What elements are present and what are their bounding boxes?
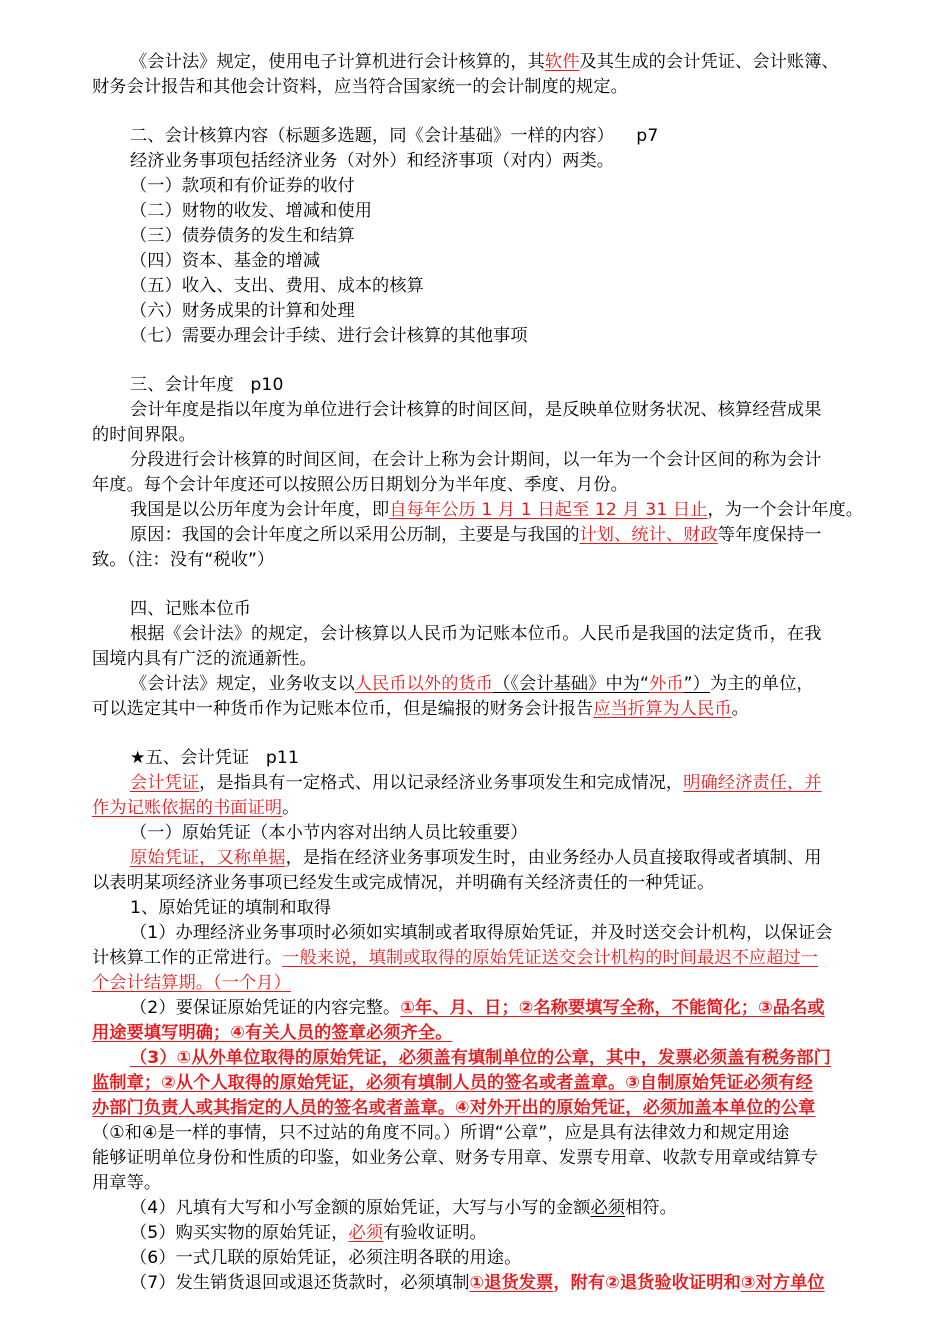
list-item: （三）债券债务的发生和结算 [130,226,355,246]
text: （4）凡填有大写和小写金额的原始凭证，大写与小写的金额 [130,1198,591,1218]
highlight-text: （3）①从外单位取得的原始凭证，必须盖有填制单位的公章，其中，发票必须盖有税务部门 [130,1048,831,1068]
document-page [92,50,907,1296]
paragraph-line: （6）一式几联的原始凭证，必须注明各联的用途。 [130,1248,522,1268]
highlight-text: 应当折算为人民币 [593,699,732,719]
text: （2）要保证原始凭证的内容完整。 [130,998,401,1018]
text: 等年度保持一 [717,525,822,545]
underlined-text: 必须 [590,1198,626,1218]
highlight-text: ①退货发票 [469,1273,554,1293]
paragraph-line: 根据《会计法》的规定，会计核算以人民币为记账本位币。人民币是我国的法定货币，在我 [130,624,822,644]
list-item: （六）财务成果的计算和处理 [130,301,355,321]
paragraph-line [92,50,907,75]
paragraph-line [92,1021,907,1046]
section-heading-4: 四、记账本位币 [130,599,252,619]
paragraph-line [92,771,907,796]
highlight-text: 作为记账依据的书面证明 [92,798,283,818]
paragraph-line [92,1271,907,1296]
paragraph-line: （1）办理经济业务事项时必须如实填制或者取得原始凭证，并及时送交会计机构，以保证会 [130,923,833,943]
text: 相符。 [625,1198,677,1218]
paragraph-line [92,697,907,722]
section-heading-3: 三、会计年度 p10 [130,375,284,395]
underlined-text: ”） [683,674,710,694]
paragraph-line: 经济业务事项包括经济业务（对外）和经济事项（对内）两类。 [130,151,615,171]
text: 为主的单位， [709,674,814,694]
text: （5）购买实物的原始凭证， [130,1223,349,1243]
paragraph-line: 用章等。 [92,1173,162,1193]
paragraph-line: （①和④是一样的事情，只不过站的角度不同。）所谓“公章”，应是具有法律效力和规定用途 [92,1123,790,1143]
highlight-text: 一般来说，填制或取得的原始凭证送交会计机构的时间最迟不应超过一 [282,948,819,968]
list-item: （五）收入、支出、费用、成本的核算 [130,276,424,296]
paragraph-line: 的时间界限。 [92,425,196,445]
paragraph-line [92,672,907,697]
paragraph-line: 会计年度是指以年度为单位进行会计核算的时间区间，是反映单位财务状况、核算经营成果 [130,400,822,420]
paragraph-line [92,1046,907,1071]
text: 可以选定其中一种货币作为记账本位币，但是编报的财务会计报告 [92,699,594,719]
text: 及其生成的会计凭证、会计账簿、 [579,52,839,72]
subsection-heading: （一）原始凭证（本小节内容对出纳人员比较重要） [130,823,528,843]
paragraph-line [92,1196,907,1221]
list-item: （四）资本、基金的增减 [130,251,321,271]
paragraph-line: 国境内具有广泛的流通新性。 [92,649,317,669]
paragraph-line [92,1071,907,1096]
section-heading-2: 二、会计核算内容（标题多选题，同《会计基础》一样的内容） p7 [130,126,659,146]
highlight-text: ③对方单位 [740,1273,825,1293]
text: 原因：我国的会计年度之所以采用公历制，主要是与我国的 [130,525,580,545]
paragraph-line: 以表明某项经济业务事项已经发生或完成情况，并明确有关经济责任的一种凭证。 [92,873,715,893]
highlight-text: 软件 [544,52,580,72]
text: ，是指具有一定格式、用以记录经济业务事项发生和完成情况， [199,773,684,793]
highlight-text: 外币 [649,674,684,694]
paragraph-line: 年度。每个会计年度还可以按照公历日期划分为半年度、季度、月份。 [92,475,628,495]
paragraph-line: 财务会计报告和其他会计资料，应当符合国家统一的会计制度的规定。 [92,77,628,97]
text: （7）发生销货退回或退还货款时，必须填制 [130,1273,470,1293]
paragraph-line [92,523,907,548]
text: ，为一个会计年度。 [707,500,864,520]
text: 计核算工作的正常进行。 [92,948,283,968]
paragraph-line [92,1221,907,1246]
paragraph-line: 致。（注：没有“税收”） [92,550,275,570]
highlight-text: ，附有②退货验收证明和 [553,1273,741,1293]
highlight-text: ①年、月、日；②名称要填写全称，不能简化；③品名或 [400,998,825,1018]
paragraph-line [92,846,907,871]
highlight-text: 用途要填写明确；④有关人员的签章必须齐全。 [92,1023,453,1043]
highlight-text: 自每年公历 1 月 1 日起至 12 月 31 日止 [389,500,708,520]
paragraph-line [92,946,907,971]
paragraph-line: 能够证明单位身份和性质的印鉴，如业务公章、财务专用章、发票专用章、收款专用章或结算专 [92,1148,819,1168]
paragraph-line [92,1096,907,1121]
paragraph-line [92,971,907,996]
underlined-text: （《会计基础》中为“ [493,674,650,694]
section-heading-5: ★五、会计凭证 p11 [130,748,300,768]
paragraph-line [92,996,907,1021]
highlight-text: 人民币以外的货币 [354,674,494,694]
text: 。 [731,699,749,719]
paragraph-line [92,796,907,821]
highlight-text: 明确经济责任，并 [683,773,822,793]
text: ，是指在经济业务事项发生时，由业务经办人员直接取得或者填制、用 [285,848,822,868]
paragraph-line: 分段进行会计核算的时间区间，在会计上称为会计期间，以一年为一个会计区间的称为会计 [130,450,822,470]
text: 有验收证明。 [383,1223,487,1243]
list-item: （二）财物的收发、增减和使用 [130,201,373,221]
highlight-text: 必须 [348,1223,384,1243]
highlight-text: 监制章；②从个人取得的原始凭证，必须有填制人员的签名或者盖章。③自制原始凭证必须有经 [92,1073,813,1093]
text: 《会计法》规定，业务收支以 [130,674,355,694]
list-item: （七）需要办理会计手续、进行会计核算的其他事项 [130,326,528,346]
highlight-text: 个会计结算期。（一个月） [92,973,291,993]
item-heading: 1、原始凭证的填制和取得 [130,898,332,918]
paragraph-line [92,498,907,523]
list-item: （一）款项和有价证券的收付 [130,176,355,196]
highlight-text: 办部门负责人或其指定的人员的签名或者盖章。④对外开出的原始凭证，必须加盖本单位的公章 [92,1098,816,1118]
highlight-text: 原始凭证，又称单据 [130,848,286,868]
text: 我国是以公历年度为会计年度，即 [130,500,390,520]
highlight-text: 计划、统计、财政 [579,525,718,545]
text: 《会计法》规定，使用电子计算机进行会计核算的，其 [130,52,545,72]
highlight-text: 会计凭证 [130,773,200,793]
text: 。 [282,798,300,818]
